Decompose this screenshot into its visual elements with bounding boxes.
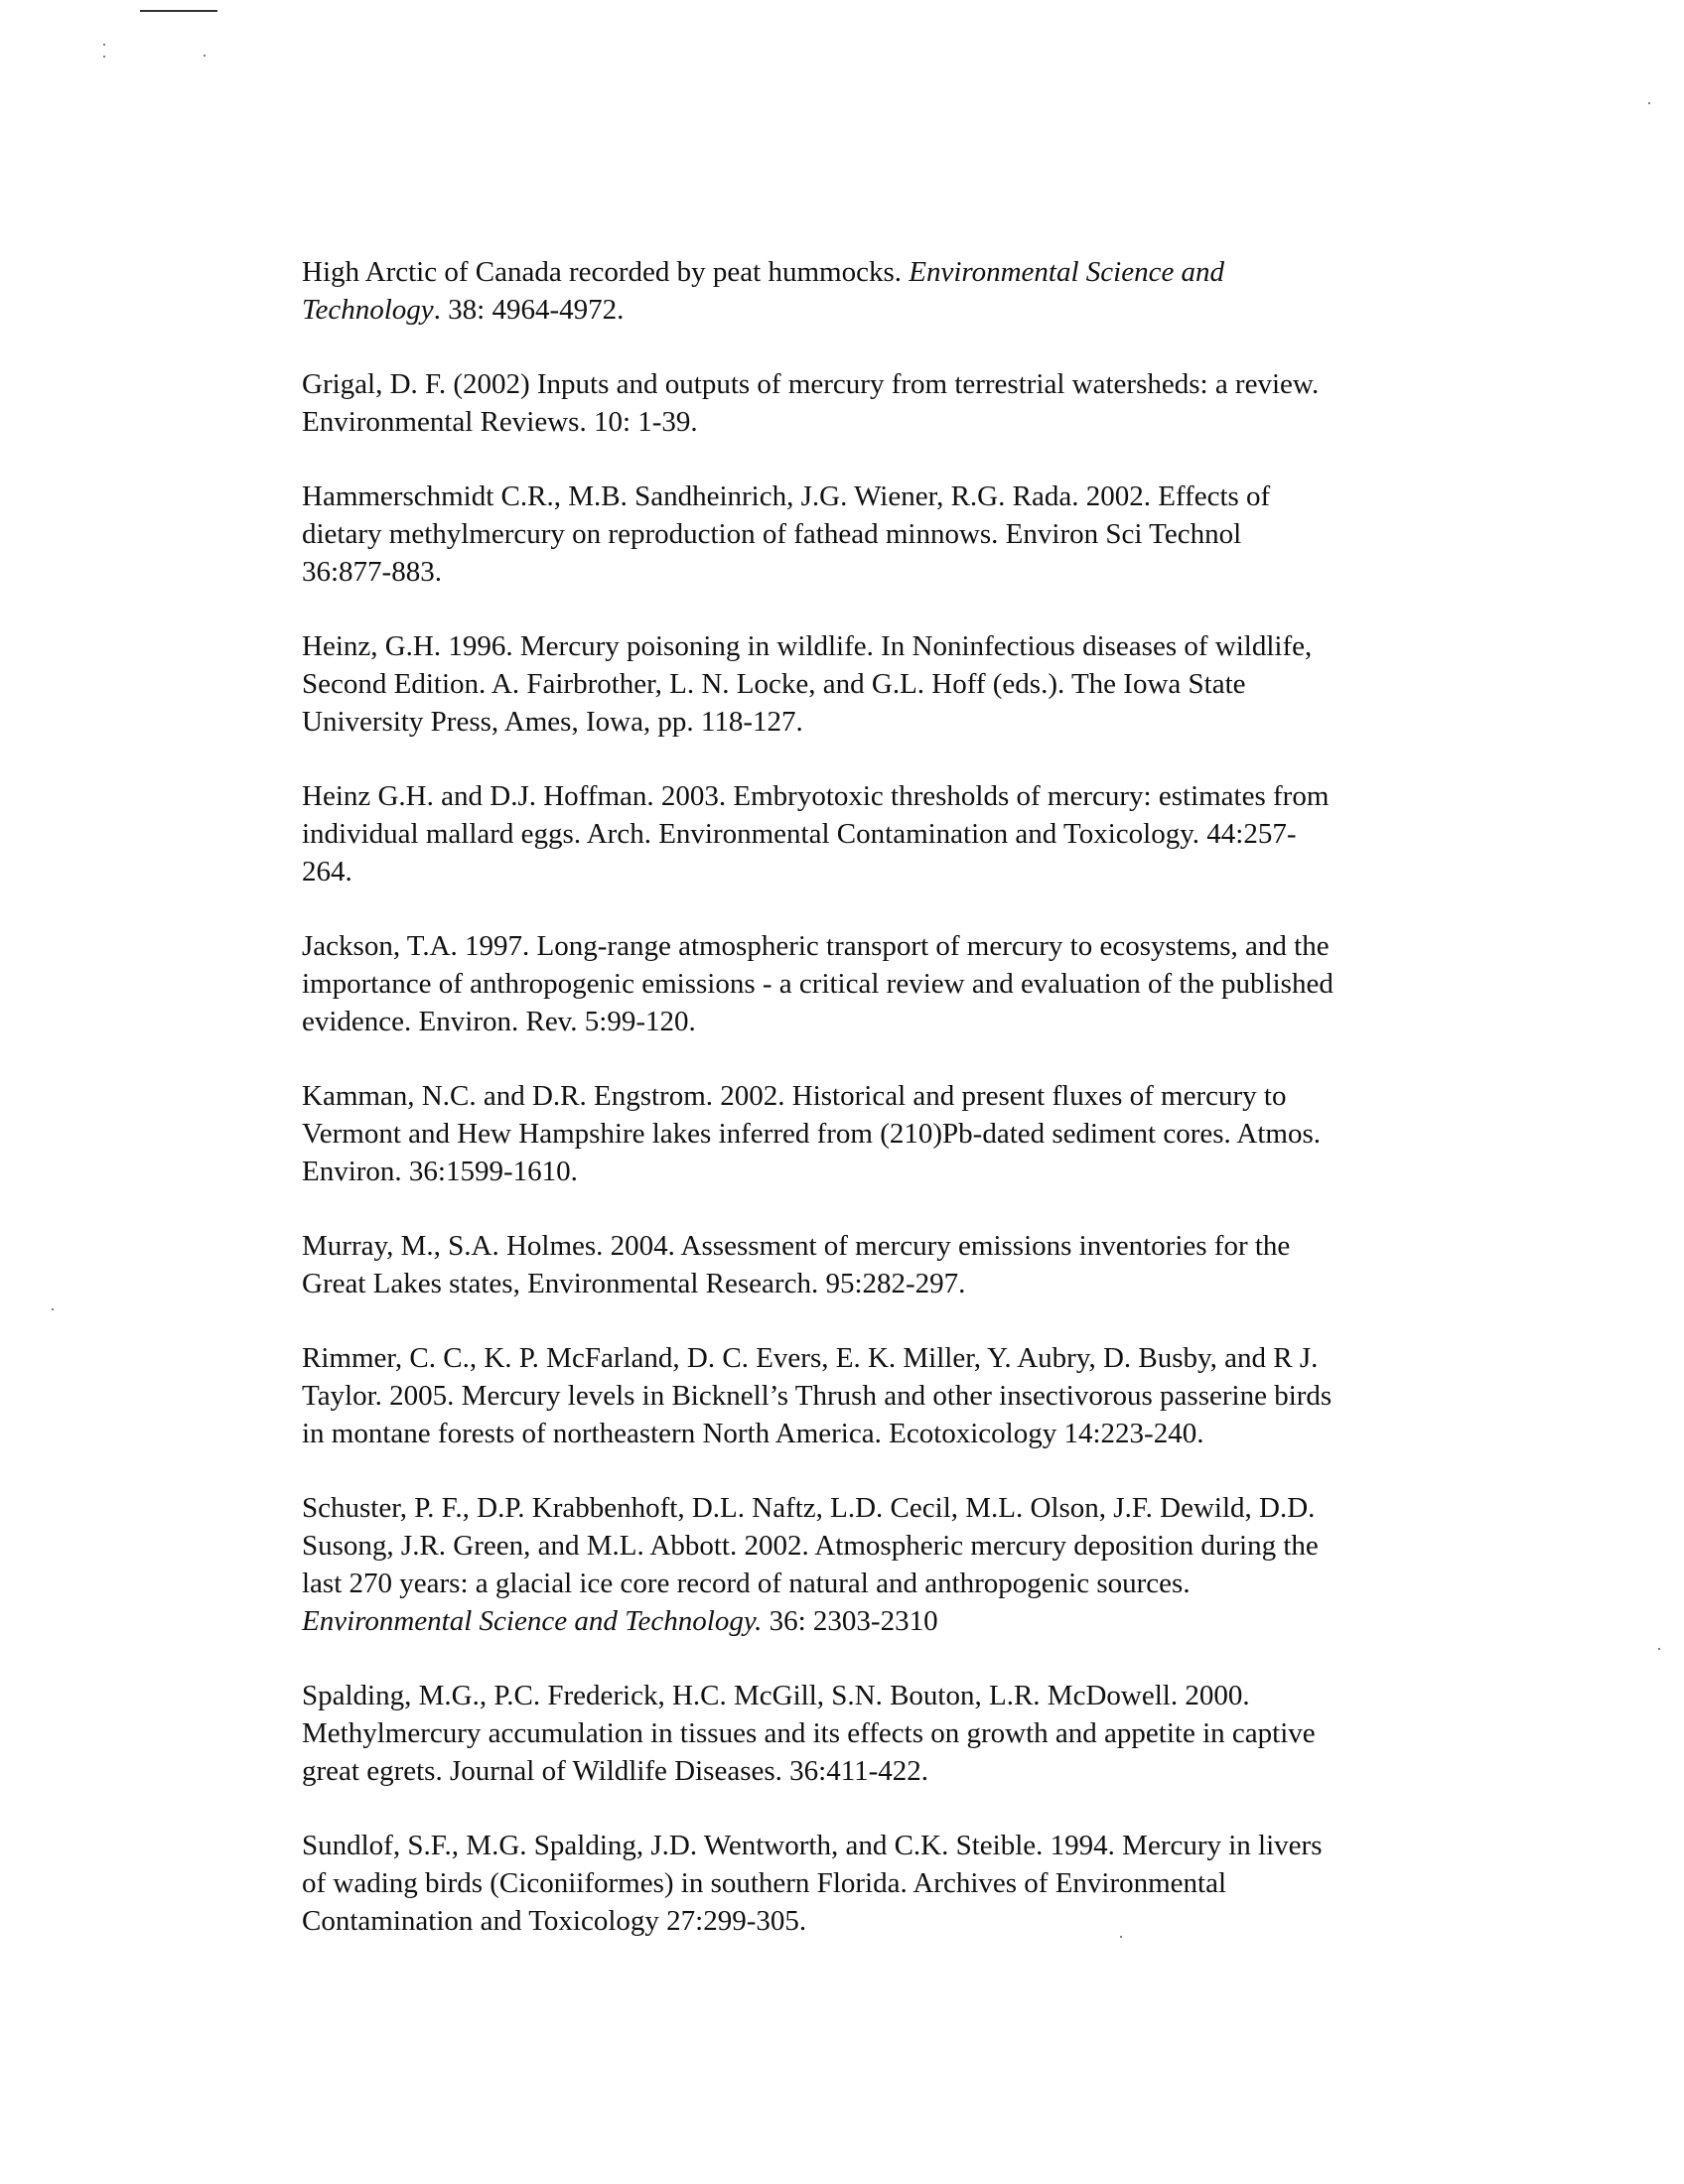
reference-line: [302, 627, 1444, 665]
reference-line: [302, 1377, 1444, 1415]
reference-entry: [302, 253, 1444, 329]
scan-speck: [103, 56, 105, 58]
reference-italic-text: Environmental Science and Technology.: [302, 1605, 763, 1637]
reference-text: Jackson, T.A. 1997. Long-range atmospheric transport of mercury to ecosystems, and the: [302, 930, 1330, 962]
reference-line: [302, 515, 1444, 553]
reference-line: [302, 927, 1444, 965]
reference-line: [302, 1752, 1444, 1790]
reference-line: [302, 1227, 1444, 1265]
reference-entry: [302, 1677, 1444, 1790]
scan-speck: [204, 55, 206, 57]
reference-line: [302, 815, 1444, 853]
reference-text: Heinz G.H. and D.J. Hoffman. 2003. Embryotoxic thresholds of mercury: estimates from: [302, 780, 1330, 812]
reference-text: in montane forests of northeastern North America. Ecotoxicology 14:223-240.: [302, 1418, 1204, 1449]
reference-text: Rimmer, C. C., K. P. McFarland, D. C. Evers, E. K. Miller, Y. Aubry, D. Busby, and R J.: [302, 1342, 1319, 1374]
reference-line: [302, 403, 1444, 441]
reference-line: [302, 291, 1444, 329]
reference-text: Sundlof, S.F., M.G. Spalding, J.D. Wentworth, and C.K. Steible. 1994. Mercury in livers: [302, 1830, 1323, 1861]
reference-text: Second Edition. A. Fairbrother, L. N. Locke, and G.L. Hoff (eds.). The Iowa State: [302, 668, 1246, 700]
reference-text: Contamination and Toxicology 27:299-305.: [302, 1905, 807, 1937]
reference-text: Heinz, G.H. 1996. Mercury poisoning in wildlife. In Noninfectious diseases of wildlife,: [302, 630, 1313, 662]
reference-italic-text: Environmental Science and: [909, 256, 1225, 288]
reference-line: [302, 553, 1444, 591]
reference-text: Environmental Reviews. 10: 1-39.: [302, 406, 698, 438]
reference-line: [302, 1565, 1444, 1602]
reference-text: Taylor. 2005. Mercury levels in Bicknell’s Thrush and other insectivorous passerine birds: [302, 1380, 1333, 1412]
reference-text: of wading birds (Ciconiiformes) in southern Florida. Archives of Environmental: [302, 1867, 1227, 1899]
reference-line: [302, 1153, 1444, 1190]
reference-text: last 270 years: a glacial ice core record of natural and anthropogenic sources.: [302, 1568, 1191, 1599]
reference-line: [302, 1602, 1444, 1640]
reference-line: [302, 665, 1444, 703]
reference-line: [302, 1077, 1444, 1115]
reference-line: [302, 1115, 1444, 1153]
reference-text: Spalding, M.G., P.C. Frederick, H.C. McGill, S.N. Bouton, L.R. McDowell. 2000.: [302, 1680, 1250, 1711]
reference-text: University Press, Ames, Iowa, pp. 118-127.: [302, 706, 803, 738]
reference-line: [302, 1489, 1444, 1527]
reference-entry: [302, 1227, 1444, 1302]
reference-entry: [302, 1489, 1444, 1640]
reference-entry: [302, 1339, 1444, 1452]
reference-text: evidence. Environ. Rev. 5:99-120.: [302, 1006, 696, 1037]
reference-line: [302, 1827, 1444, 1864]
reference-text: importance of anthropogenic emissions - a critical review and evaluation of the published: [302, 968, 1333, 1000]
reference-text: Environ. 36:1599-1610.: [302, 1156, 578, 1187]
reference-text: Schuster, P. F., D.P. Krabbenhoft, D.L. Naftz, L.D. Cecil, M.L. Olson, J.F. Dewild, D.D.: [302, 1492, 1316, 1524]
reference-entry: [302, 927, 1444, 1040]
reference-text: 36:877-883.: [302, 556, 442, 588]
reference-line: [302, 1339, 1444, 1377]
reference-text: 264.: [302, 856, 352, 887]
reference-line: [302, 253, 1444, 291]
reference-line: [302, 1415, 1444, 1452]
scan-speck: [52, 1308, 54, 1310]
reference-line: [302, 1902, 1444, 1940]
reference-text: 36: 2303-2310: [762, 1605, 938, 1637]
reference-line: [302, 1527, 1444, 1565]
reference-text: Methylmercury accumulation in tissues and its effects on growth and appetite in captive: [302, 1717, 1316, 1749]
reference-entry: [302, 1077, 1444, 1190]
reference-text: Great Lakes states, Environmental Research. 95:282-297.: [302, 1268, 966, 1299]
reference-text: Kamman, N.C. and D.R. Engstrom. 2002. Historical and present fluxes of mercury to: [302, 1080, 1287, 1112]
reference-line: [302, 478, 1444, 515]
reference-line: [302, 853, 1444, 890]
reference-text: Murray, M., S.A. Holmes. 2004. Assessment of mercury emissions inventories for the: [302, 1230, 1291, 1262]
reference-entry: [302, 1827, 1444, 1940]
reference-entry: [302, 478, 1444, 591]
reference-line: [302, 1677, 1444, 1714]
reference-text: Hammerschmidt C.R., M.B. Sandheinrich, J.G. Wiener, R.G. Rada. 2002. Effects of: [302, 480, 1271, 512]
reference-text: dietary methylmercury on reproduction of fathead minnows. Environ Sci Technol: [302, 518, 1242, 550]
reference-text: individual mallard eggs. Arch. Environmental Contamination and Toxicology. 44:257-: [302, 818, 1297, 850]
reference-text: Vermont and Hew Hampshire lakes inferred from (210)Pb-dated sediment cores. Atmos.: [302, 1118, 1322, 1150]
reference-text: Grigal, D. F. (2002) Inputs and outputs of mercury from terrestrial watersheds: a review.: [302, 368, 1320, 400]
reference-list: [302, 253, 1444, 1977]
reference-line: [302, 777, 1444, 815]
scan-speck: [1658, 1648, 1660, 1650]
reference-line: [302, 365, 1444, 403]
reference-line: [302, 1714, 1444, 1752]
reference-line: [302, 1864, 1444, 1902]
reference-text: . 38: 4964-4972.: [433, 294, 625, 326]
reference-text: great egrets. Journal of Wildlife Diseases. 36:411-422.: [302, 1755, 929, 1787]
scan-speck: [1648, 102, 1650, 104]
reference-text: High Arctic of Canada recorded by peat hummocks.: [302, 256, 910, 288]
reference-italic-text: Technology: [302, 294, 434, 326]
reference-line: [302, 1265, 1444, 1302]
reference-entry: [302, 365, 1444, 441]
top-rule-mark: [140, 10, 217, 12]
reference-entry: [302, 777, 1444, 890]
reference-line: [302, 1003, 1444, 1040]
reference-text: Susong, J.R. Green, and M.L. Abbott. 2002. Atmospheric mercury deposition during the: [302, 1530, 1319, 1562]
reference-line: [302, 965, 1444, 1003]
reference-entry: [302, 627, 1444, 741]
scan-speck: [103, 44, 105, 46]
reference-line: [302, 703, 1444, 741]
